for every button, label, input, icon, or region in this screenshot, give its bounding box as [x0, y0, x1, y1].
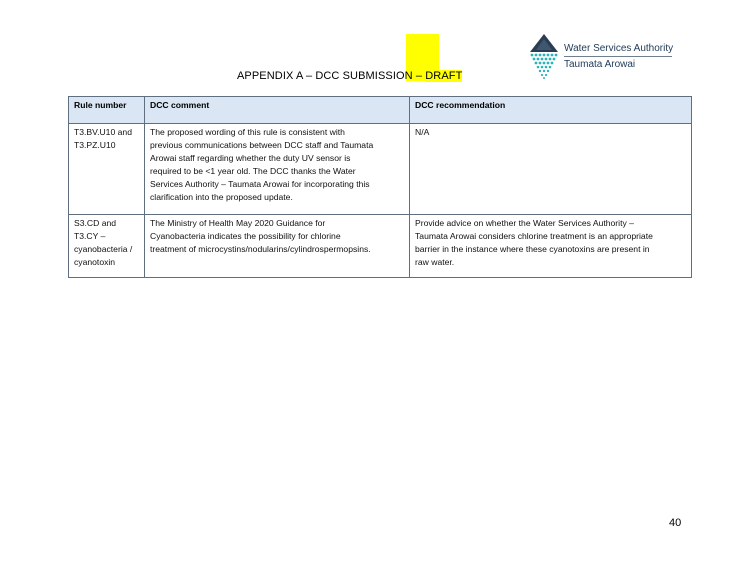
column-header-rule-number: Rule number: [69, 97, 145, 124]
page-title: APPENDIX A – DCC SUBMISSION – DRAFT: [237, 70, 463, 82]
dcc-comment-cell: The Ministry of Health May 2020 Guidance for Cyanobacteria indicates the possibility for chlorine treatment of microcystins/nodularins/cylindrospermopsins.: [145, 215, 410, 278]
dcc-submission-table: [68, 96, 692, 278]
dcc-recommendation-cell: Provide advice on whether the Water Services Authority – Taumata Arowai considers chlorine treatment is an appropriate barrier in the instance where these cyanotoxins are present in raw water.: [410, 215, 692, 278]
table-header-row: [69, 97, 692, 124]
column-header-dcc-comment: DCC comment: [145, 97, 410, 124]
page-number: 40: [669, 517, 682, 529]
logo-subname: Taumata Arowai: [564, 59, 636, 70]
draft-label: DRAFT: [425, 70, 463, 82]
logo-divider: [564, 56, 672, 57]
dcc-comment-cell: The proposed wording of this rule is consistent with previous communications between DCC staff and Taumata Arowai staff regarding whether the duty UV sensor is required to be <1 year old. The DCC thanks the Water Services Authority – Taumata Arowai for incorporating this clarification into the proposed update.: [145, 124, 410, 215]
column-header-dcc-recommendation: DCC recommendation: [410, 97, 692, 124]
dcc-recommendation-cell: N/A: [410, 124, 692, 215]
table-row: [69, 215, 692, 278]
water-authority-logo: [530, 34, 690, 82]
logo-name: Water Services Authority: [564, 43, 674, 54]
rule-number-cell: T3.BV.U10 and T3.PZ.U10: [69, 124, 145, 215]
table-row: [69, 124, 692, 215]
rule-number-cell: S3.CD and T3.CY – cyanobacteria / cyanotoxin: [69, 215, 145, 278]
